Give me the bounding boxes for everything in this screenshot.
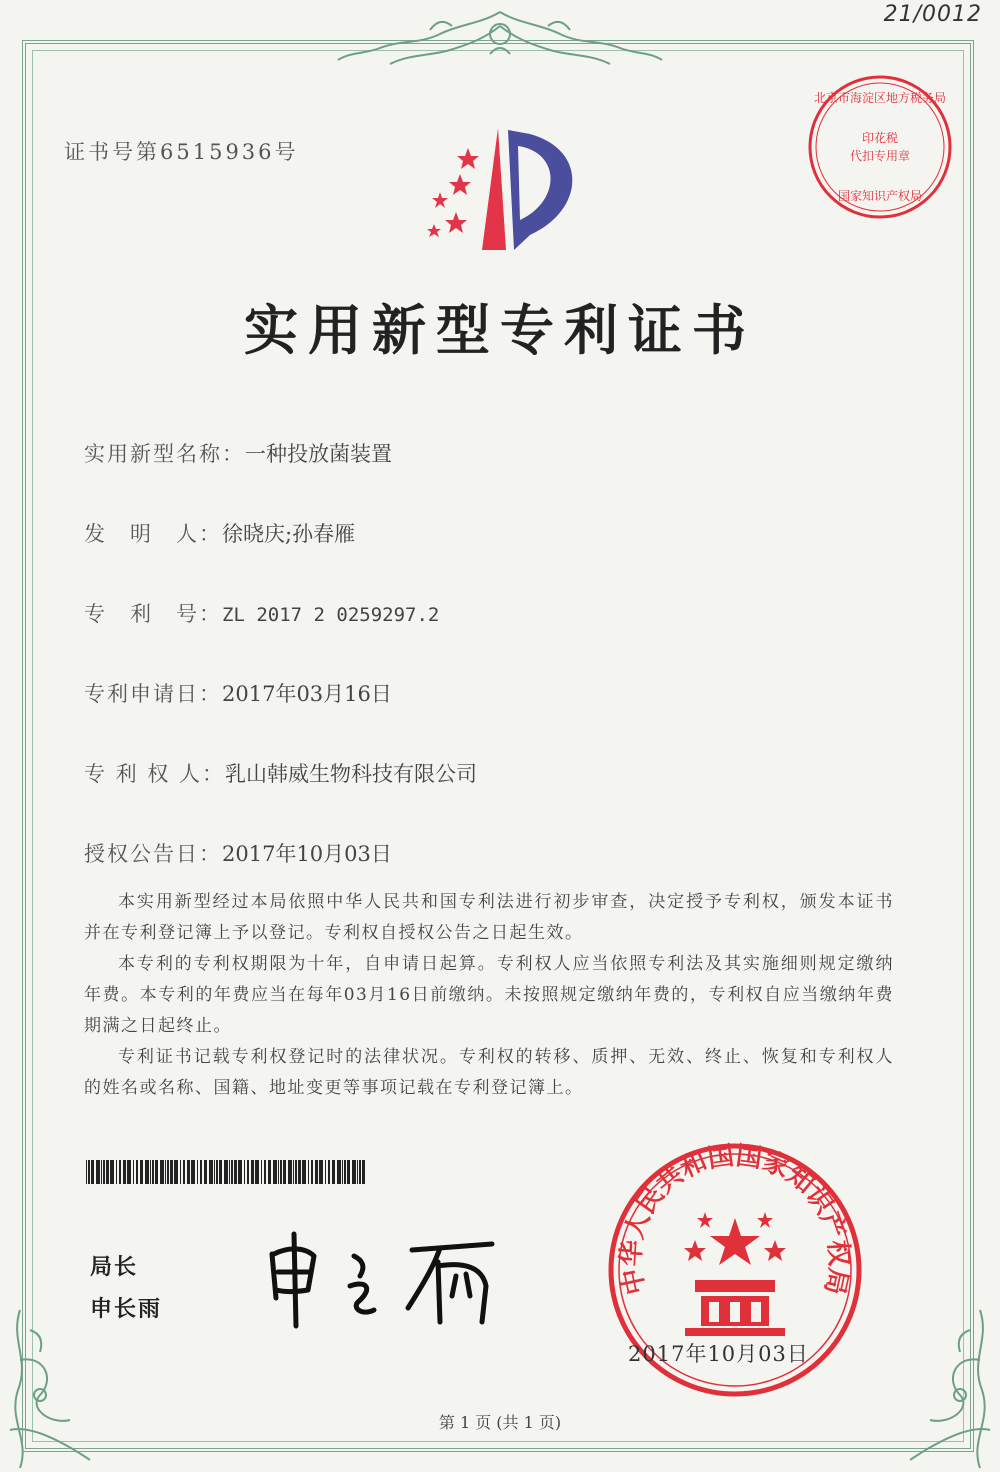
bottom-right-ornament-icon (890, 1300, 1000, 1472)
field-label: 授权公告日： (84, 842, 222, 866)
field-label: 专 利 权 人： (84, 762, 226, 786)
field-value: 徐晓庆;孙春雁 (222, 522, 356, 546)
director-name: 申长雨 (90, 1297, 163, 1322)
barcode-icon (86, 1160, 366, 1184)
field-label: 专利申请日： (84, 682, 222, 706)
field-value: 2017年03月16日 (222, 682, 392, 706)
page-number: 第 1 页 (共 1 页) (438, 1413, 562, 1432)
seal-date: 2017年10月03日 (628, 1342, 809, 1366)
field-patent-number (84, 598, 439, 628)
tax-stamp-center-2: 代扣专用章 (849, 149, 911, 163)
field-label: 发 明 人： (84, 522, 222, 546)
field-label: 专 利 号： (84, 602, 222, 626)
field-value: 2017年10月03日 (222, 842, 392, 866)
tax-stamp-bottom-text: 国家知识产权局 (837, 189, 923, 203)
signature-icon (262, 1226, 512, 1336)
field-patentee (84, 758, 477, 788)
field-inventor (84, 518, 355, 548)
bottom-left-ornament-icon (0, 1300, 110, 1472)
certificate-title: 实用新型专利证书 (244, 299, 756, 362)
handwritten-note: 21/0012 (883, 2, 982, 27)
tax-stamp (805, 72, 955, 222)
field-value: 一种投放菌装置 (245, 442, 392, 466)
field-filing-date (84, 678, 392, 708)
seal-ring-text-path: 中华人民共和国国家知识产权局 (616, 1140, 854, 1298)
field-value: ZL 2017 2 0259297.2 (222, 604, 440, 626)
tax-stamp-ring-text: 北京市海淀区地方税务局 (813, 91, 947, 105)
certificate-body (84, 887, 894, 1104)
director-title: 局长 (90, 1255, 139, 1280)
body-paragraph-2: 本专利的专利权期限为十年，自申请日起算。专利权人应当依照专利法及其实施细则规定缴纳年费。本专利的年费应当在每年03月16日前缴纳。未按照规定缴纳年费的，专利权自应当缴纳年费期满之日起终止。 (84, 954, 894, 1036)
body-paragraph-3: 专利证书记载专利权登记时的法律状况。专利权的转移、质押、无效、终止、恢复和专利权人的姓名或名称、国籍、地址变更等事项记载在专利登记簿上。 (84, 1047, 894, 1098)
tax-stamp-center-1: 印花税 (861, 131, 899, 145)
field-value: 乳山韩威生物科技有限公司 (225, 762, 478, 786)
tax-stamp-seal-icon (805, 72, 955, 222)
patent-office-logo-icon (410, 120, 590, 260)
top-ornament-icon (330, 4, 670, 74)
field-utility-model-name (84, 438, 392, 468)
certificate-number: 证书号第6515936号 (64, 140, 299, 164)
field-grant-date (84, 838, 392, 868)
field-label: 实用新型名称： (84, 442, 245, 466)
body-paragraph-1: 本实用新型经过本局依照中华人民共和国专利法进行初步审查，决定授予专利权，颁发本证书并在专利登记簿上予以登记。专利权自授权公告之日起生效。 (84, 892, 894, 943)
